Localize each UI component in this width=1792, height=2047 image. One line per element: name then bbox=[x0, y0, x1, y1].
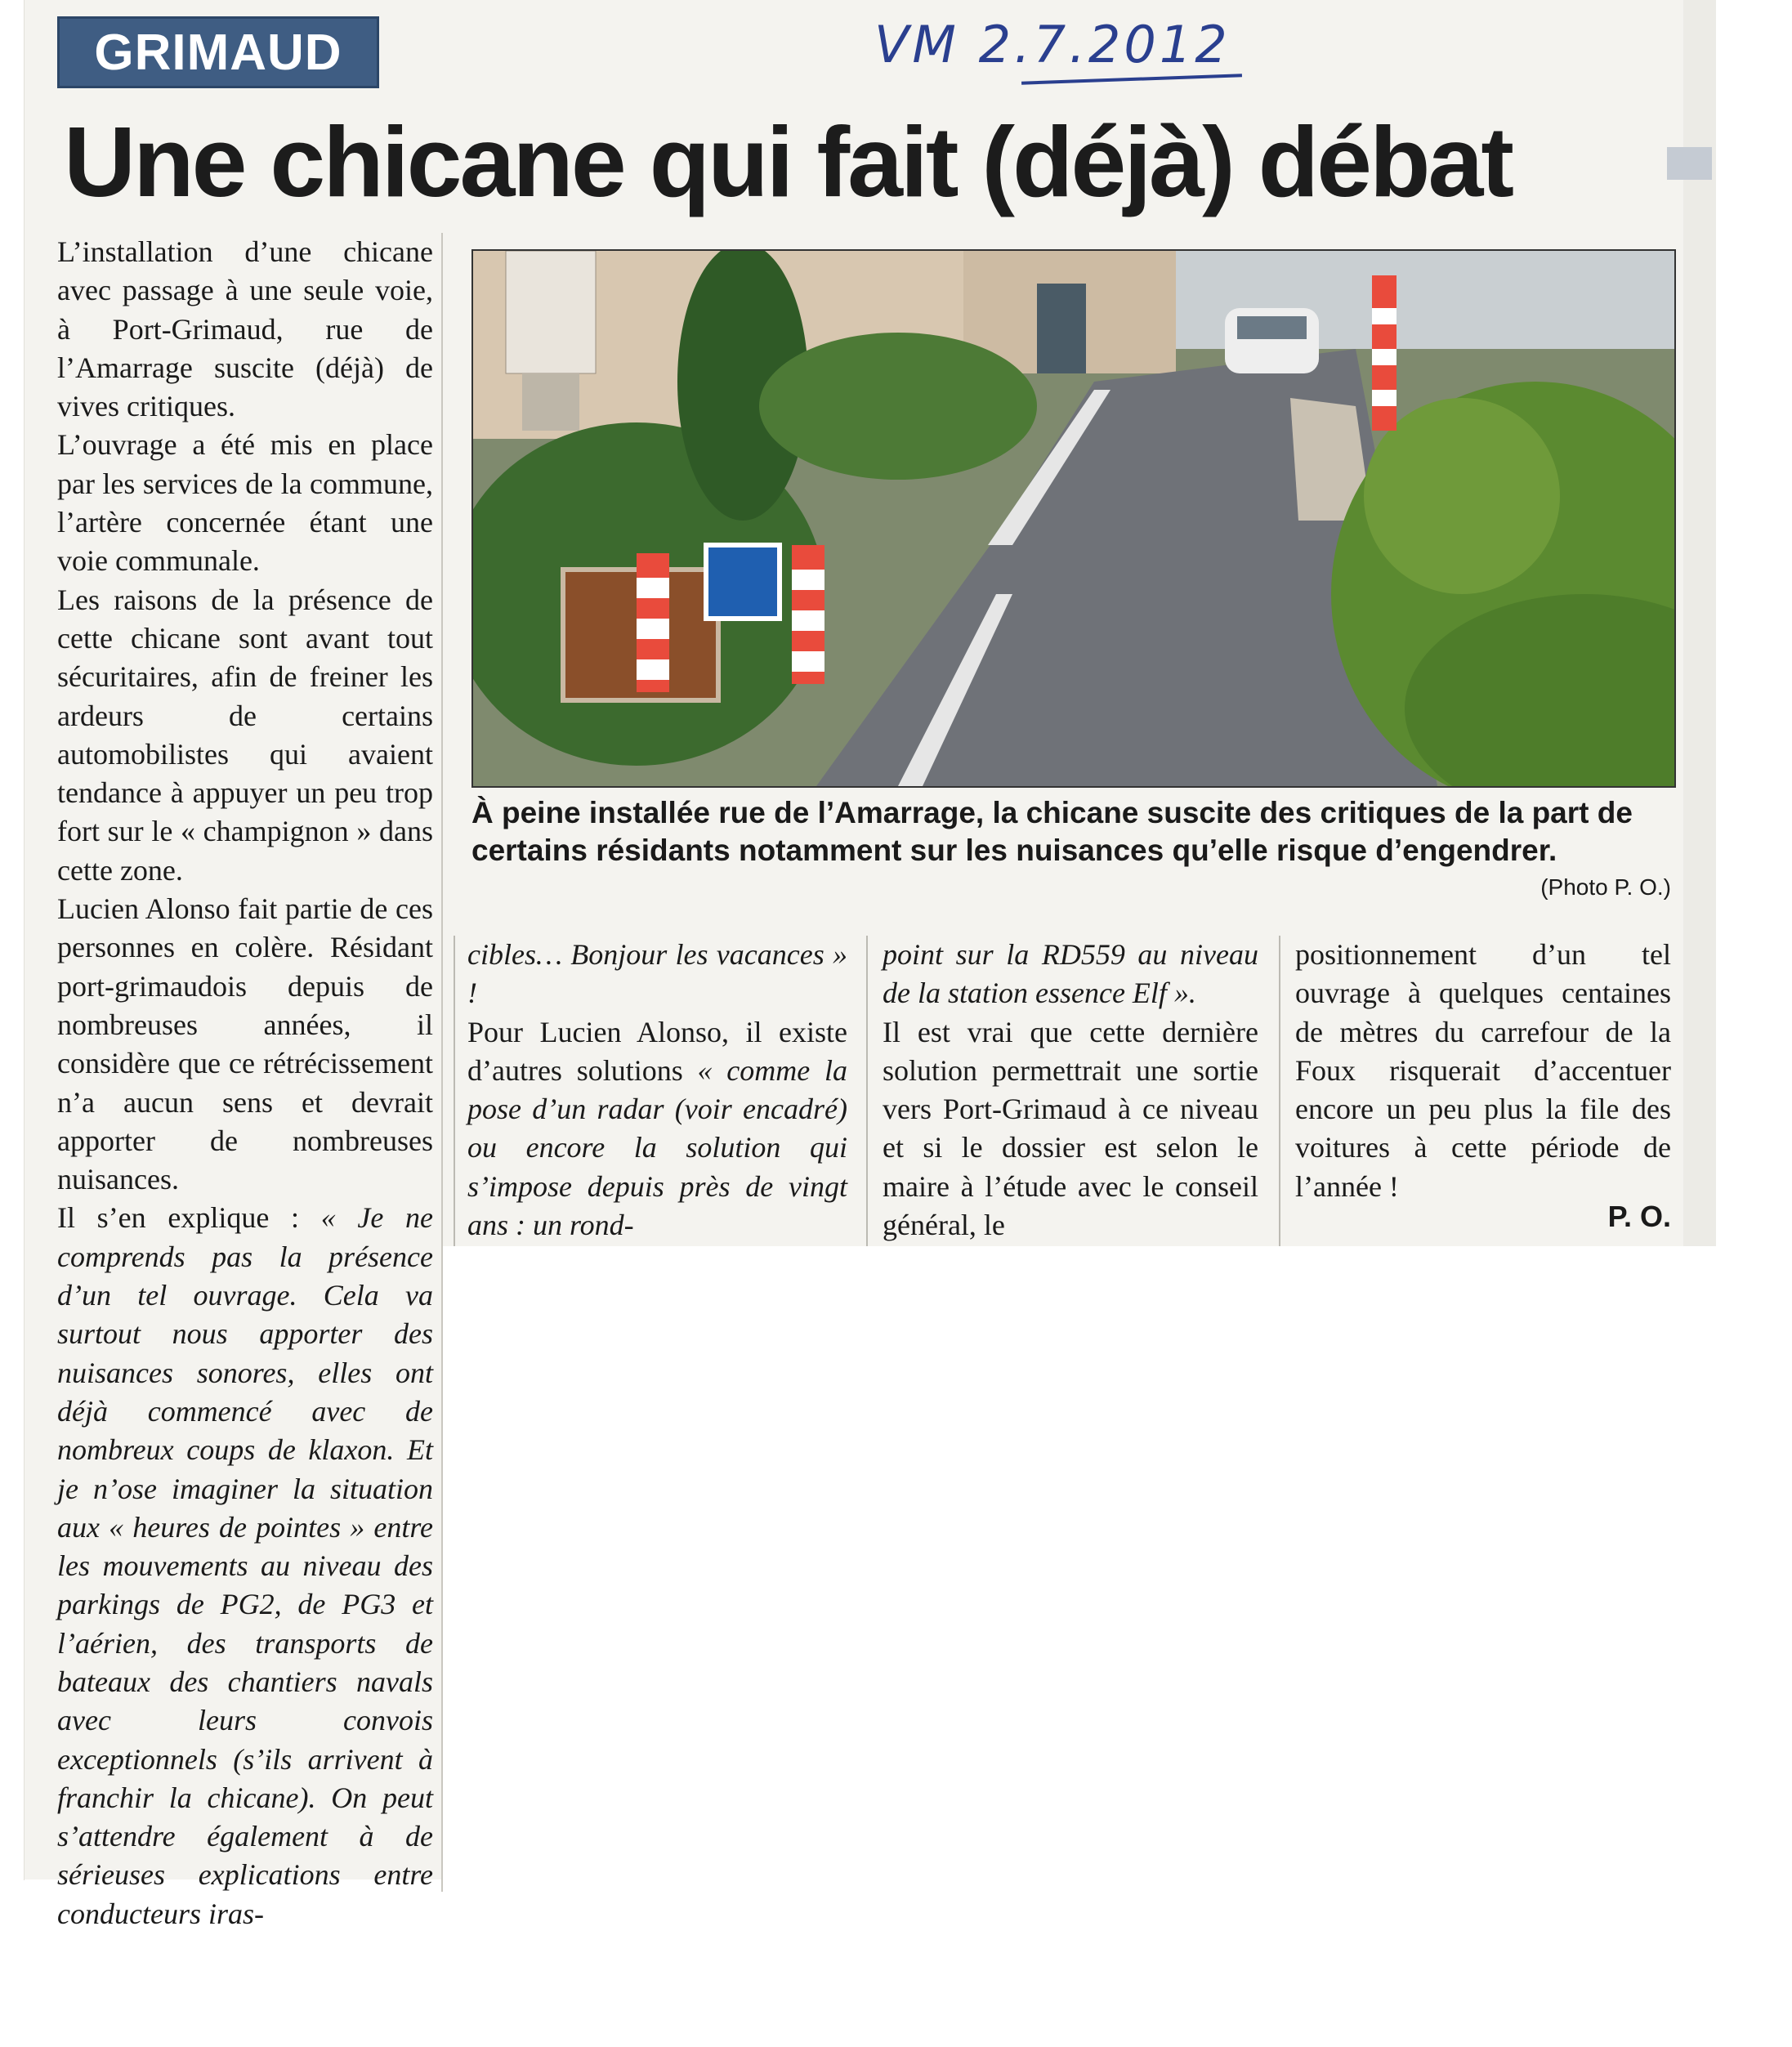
paragraph-quote bbox=[57, 1199, 433, 1933]
adjacent-article-box bbox=[1667, 147, 1712, 180]
column-divider bbox=[866, 936, 868, 1246]
quote-text: « Je ne comprends pas la présence d’un tel ouvrage. Cela va surtout nous apporter des nuisances sonores, elles ont déjà commencé avec de nombreux coups de klaxon. Et je n’ose imaginer la situation aux « heures de pointes » entre les mouvements au niveau des parkings de PG2, de PG3 et l’aérien, des transports de bateaux des chantiers navals avec leurs convois exceptionnels (s’ils arrivent à franchir la chicane). On peut s’attendre également à de sérieuses explications entre conducteurs iras- bbox=[57, 1201, 433, 1930]
column-divider bbox=[441, 233, 443, 1892]
headline: Une chicane qui fait (déjà) débat bbox=[64, 106, 1512, 217]
photo-caption: À peine installée rue de l’Amarrage, la chicane suscite des critiques de la part de certains résidants notamment sur les nuisances qu’elle risque d’engendrer. bbox=[471, 796, 1633, 867]
section-badge: GRIMAUD bbox=[57, 16, 379, 88]
article-column-3 bbox=[883, 936, 1258, 1245]
photo-credit: (Photo P. O.) bbox=[1540, 874, 1671, 900]
quote-text: point sur la RD559 au niveau de la station essence Elf ». bbox=[883, 938, 1258, 1010]
adjacent-article-edge bbox=[1683, 0, 1716, 1246]
paragraph: Les raisons de la présence de cette chicane sont avant tout sécuritaires, afin de freiner les ardeurs de certains automobilistes qui avaient tendance à appuyer un peu trop fort sur le « champignon » dans cette zone. bbox=[57, 583, 433, 887]
paragraph: L’installation d’une chicane avec passage à une seule voie, à Port-Grimaud, rue de l’Amarrage suscite (déjà) de vives critiques. bbox=[57, 235, 433, 423]
article-photo bbox=[471, 249, 1676, 788]
paragraph: Lucien Alonso fait partie de ces personnes en colère. Résidant port-grimaudois depuis de nombreuses années, il considère que ce rétrécissement n’a aucun sens et devrait apporter de nombreuses nuisances. bbox=[57, 892, 433, 1196]
article-column-2 bbox=[467, 936, 847, 1245]
article-column-4 bbox=[1295, 936, 1671, 1206]
author-signature: P. O. bbox=[1607, 1200, 1671, 1233]
quote-text: « comme la pose d’un radar (voir encadré) ou encore la solution qui s’impose depuis près de vingt ans : un rond- bbox=[467, 1053, 847, 1242]
paragraph: Il est vrai que cette dernière solution permettrait une sortie vers Port-Grimaud à ce niveau et si le dossier est selon le maire à l’étude avec le conseil général, le bbox=[883, 1015, 1258, 1242]
street-chicane-photo bbox=[473, 251, 1674, 786]
column-divider bbox=[454, 936, 455, 1246]
paragraph-text: Pour Lucien Alonso, il existe d’autres solutions bbox=[467, 1015, 847, 1087]
handwritten-date: VM 2.7.2012 bbox=[874, 15, 1231, 74]
paragraph bbox=[467, 1013, 847, 1245]
paragraph: positionnement d’un tel ouvrage à quelques centaines de mètres du carrefour de la Foux risquerait d’accentuer encore un peu plus la file des voitures à cette période de l’année ! bbox=[1295, 938, 1671, 1203]
paragraph: L’ouvrage a été mis en place par les services de la commune, l’artère concernée étant une voie communale. bbox=[57, 428, 433, 578]
article-column-1 bbox=[57, 233, 433, 1933]
column-divider bbox=[1279, 936, 1280, 1246]
quote-end: cibles… Bonjour les vacances » ! bbox=[467, 938, 847, 1010]
quote-intro: Il s’en explique : bbox=[57, 1201, 321, 1235]
